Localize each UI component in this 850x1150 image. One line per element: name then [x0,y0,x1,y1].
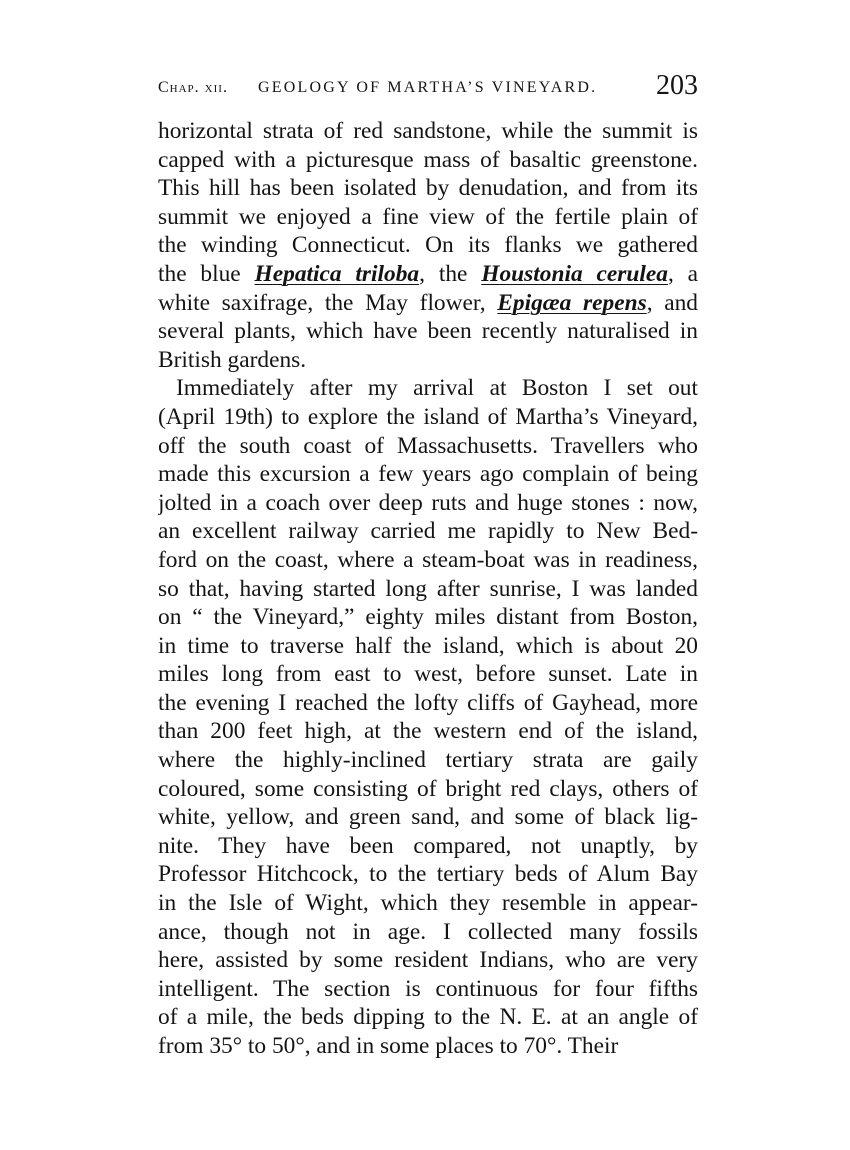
text-segment: an excellent railway carried me rapidly to New Bed- [158,518,698,545]
text-segment: several plants, which have been recently naturalised in [158,318,698,345]
text-line [158,918,698,947]
text-line [158,517,698,546]
text-segment: white, yellow, and green sand, and some of black lig- [158,804,698,831]
running-head [158,70,698,106]
text-segment: so that, having started long after sunrise, I was landed [158,575,698,602]
text-line [158,489,698,518]
text-segment: coloured, some consisting of bright red clays, others of [158,775,698,802]
text-segment: the blue [158,260,255,287]
text-segment: white saxifrage, the May flower, [158,289,498,316]
text-segment: from 35° to 50°, and in some places to 70°. Their [158,1033,619,1059]
text-segment: summit we enjoyed a fine view of the fertile plain of [158,203,698,230]
text-segment: of a mile, the beds dipping to the N. E. at an angle of [158,1004,698,1031]
running-title: GEOLOGY OF MARTHA’S VINEYARD. [258,79,598,96]
text-line [158,946,698,975]
text-segment: in the Isle of Wight, which they resemble in appear- [158,890,698,917]
text-line [158,775,698,804]
text-line [158,346,698,375]
text-line [158,660,698,689]
text-segment: British gardens. [158,346,307,373]
text-segment: Professor Hitchcock, to the tertiary beds of Alum Bay [158,861,698,888]
text-segment: horizontal strata of red sandstone, while the summit is [158,118,698,144]
text-line [158,374,698,403]
text-line [158,603,698,632]
text-line [158,717,698,746]
text-segment: where the highly-inclined tertiary strata are gaily [158,747,698,774]
text-segment: in time to traverse half the island, which is about 20 [158,632,698,659]
text-line [158,203,698,232]
text-line [158,860,698,889]
text-segment: than 200 feet high, at the western end of the island, [158,718,698,745]
text-segment: ance, though not in age. I collected many fossils [158,918,698,945]
body-text [158,117,698,1061]
text-line [158,546,698,575]
text-segment: the evening I reached the lofty cliffs of Gayhead, more [158,689,698,716]
text-segment: , a [667,260,698,287]
text-line [158,1003,698,1032]
text-segment: intelligent. The section is continuous for four fifths [158,975,698,1002]
text-line [158,746,698,775]
text-line [158,117,698,146]
chapter-label: Chap. xii. [158,79,228,96]
text-segment: ford on the coast, where a steam-boat was in readiness, [158,546,698,573]
text-line [158,460,698,489]
text-segment: (April 19th) to explore the island of Martha’s Vineyard, [158,403,698,430]
text-segment: on “ the Vineyard,” eighty miles distant from Boston, [158,604,698,631]
text-line [158,403,698,432]
text-line [158,632,698,661]
text-segment: the winding Connecticut. On its flanks we gathered [158,232,698,259]
text-line [158,289,698,318]
text-segment: Immediately after my arrival at Boston I set out [176,375,698,402]
text-line [158,803,698,832]
text-segment: , and [646,289,698,316]
text-line [158,889,698,918]
text-line [158,975,698,1004]
italic-species-name: Hepatica triloba [254,260,420,287]
text-line [158,1032,698,1061]
text-line [158,832,698,861]
text-line [158,689,698,718]
text-segment: miles long from east to west, before sunset. Late in [158,661,698,688]
text-line [158,575,698,604]
text-segment: , the [419,260,482,287]
text-segment: made this excursion a few years ago complain of being [158,461,698,488]
text-line [158,432,698,461]
text-line [158,231,698,260]
text-segment: nite. They have been compared, not unaptly, by [158,832,698,859]
text-line [158,174,698,203]
text-line [158,317,698,346]
text-line [158,146,698,175]
text-segment: off the south coast of Massachusetts. Travellers who [158,432,698,459]
italic-species-name: Epigæa repens [497,289,647,316]
text-segment: capped with a picturesque mass of basaltic greenstone. [158,146,698,173]
page-number: 203 [656,70,698,101]
text-line [158,260,698,289]
text-segment: jolted in a coach over deep ruts and huge stones : now, [158,489,698,516]
text-segment: This hill has been isolated by denudation, and from its [158,175,698,202]
text-segment: here, assisted by some resident Indians, who are very [158,947,698,974]
italic-species-name: Houstonia cerulea [481,260,668,287]
